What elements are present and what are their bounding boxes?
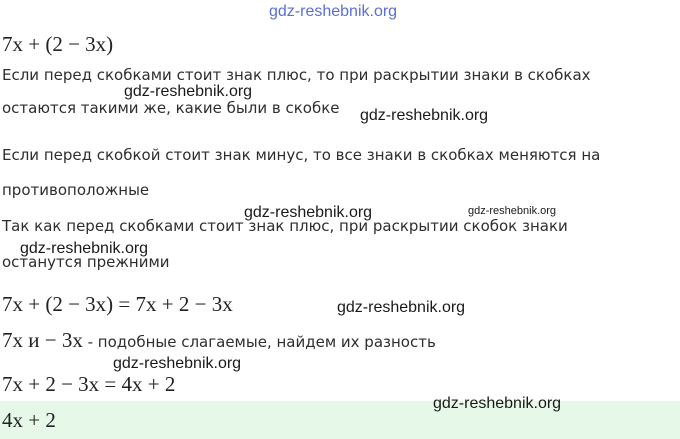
watermark: gdz-reshebnik.org bbox=[244, 204, 373, 221]
watermark: gdz-reshebnik.org bbox=[360, 107, 489, 124]
like-terms-line bbox=[2, 328, 436, 353]
initial-expression: 7x + (2 − 3x) bbox=[2, 32, 114, 56]
rule-minus-line-1: Если перед скобкой стоит знак минус, то все знаки в скобках меняются на bbox=[2, 146, 601, 164]
watermark: gdz-reshebnik.org bbox=[113, 355, 242, 372]
watermark: gdz-reshebnik.org bbox=[20, 240, 149, 257]
watermark: gdz-reshebnik.org bbox=[337, 299, 466, 316]
apply-line-2: останутся прежними bbox=[2, 253, 170, 271]
watermark: gdz-reshebnik.org bbox=[468, 205, 557, 217]
apply-line-1: Так как перед скобками стоит знак плюс, при раскрытии скобок знаки bbox=[2, 217, 568, 235]
answer-highlight bbox=[0, 401, 680, 439]
like-terms-text: - подобные слагаемые, найдем их разность bbox=[82, 333, 436, 351]
answer-expression: 4x + 2 bbox=[2, 408, 56, 432]
watermark: gdz-reshebnik.org bbox=[433, 395, 562, 412]
simplified-expression: 7x + 2 − 3x = 4x + 2 bbox=[2, 372, 176, 396]
expanded-expression: 7x + (2 − 3x) = 7x + 2 − 3x bbox=[2, 292, 233, 316]
watermark: gdz-reshebnik.org bbox=[124, 83, 253, 100]
rule-plus-line-2: остаются такими же, какие были в скобке bbox=[2, 99, 340, 117]
rule-minus-line-2: противоположные bbox=[2, 181, 150, 199]
like-terms-math: 7x и − 3x bbox=[2, 328, 83, 352]
rule-plus-line-1: Если перед скобками стоит знак плюс, то при раскрытии знаки в скобках bbox=[2, 66, 591, 84]
header-watermark: gdz-reshebnik.org bbox=[269, 3, 398, 20]
